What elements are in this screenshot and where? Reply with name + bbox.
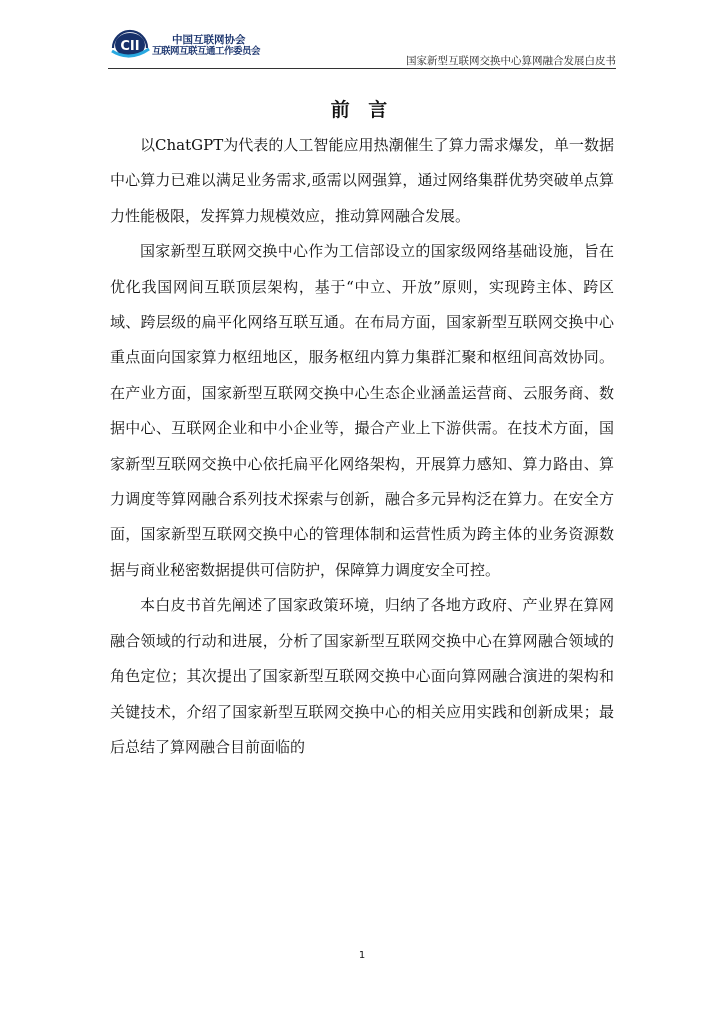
header-divider <box>108 68 616 69</box>
page-header <box>108 26 616 68</box>
org-name-line2: 互联网互联互通工作委员会 <box>152 46 261 57</box>
page-number: 1 <box>358 950 366 961</box>
document-title: 国家新型互联网交换中心算网融合发展白皮书 <box>406 55 616 67</box>
paragraph: 国家新型互联网交换中心作为工信部设立的国家级网络基础设施，旨在优化我国网间互联顶层架构，基于“中立、开放”原则，实现跨主体、跨区域、跨层级的扁平化网络互联互通。在布局方面，国家新型互联网交换中心重点面向国家算力枢纽地区，服务枢纽内算力集群汇聚和枢纽间高效协同。在产业方面，国家新型互联网交换中心生态企业涵盖运营商、云服务商、数据中心、互联网企业和中小企业等，撮合产业上下游供需。在技术方面，国家新型互联网交换中心依托扁平化网络架构，开展算力感知、算力路由、算力调度等算网融合系列技术探索与创新，融合多元异构泛在算力。在安全方面，国家新型互联网交换中心的管理体制和运营性质为跨主体的业务资源数据与商业秘密数据提供可信防护，保障算力调度安全可控。 <box>110 242 614 579</box>
page-heading: 前 言 <box>330 99 394 121</box>
body-text <box>110 128 614 765</box>
logo-text: CII <box>120 39 140 54</box>
paragraph: 本白皮书首先阐述了国家政策环境，归纳了各地方政府、产业界在算网融合领域的行动和进展，分析了国家新型互联网交换中心在算网融合领域的角色定位；其次提出了国家新型互联网交换中心面向算网融合演进的架构和关键技术，介绍了国家新型互联网交换中心的相关应用实践和创新成果；最后总结了算网融合目前面临的 <box>110 596 614 756</box>
cii-logo-icon <box>108 26 152 64</box>
org-name-line1: 中国互联网协会 <box>172 34 246 46</box>
organization-name <box>152 34 260 58</box>
paragraph: 以ChatGPT为代表的人工智能应用热潮催生了算力需求爆发，单一数据中心算力已难以满足业务需求,亟需以网强算，通过网络集群优势突破单点算力性能极限，发挥算力规模效应，推动算网融合发展。 <box>110 136 614 225</box>
